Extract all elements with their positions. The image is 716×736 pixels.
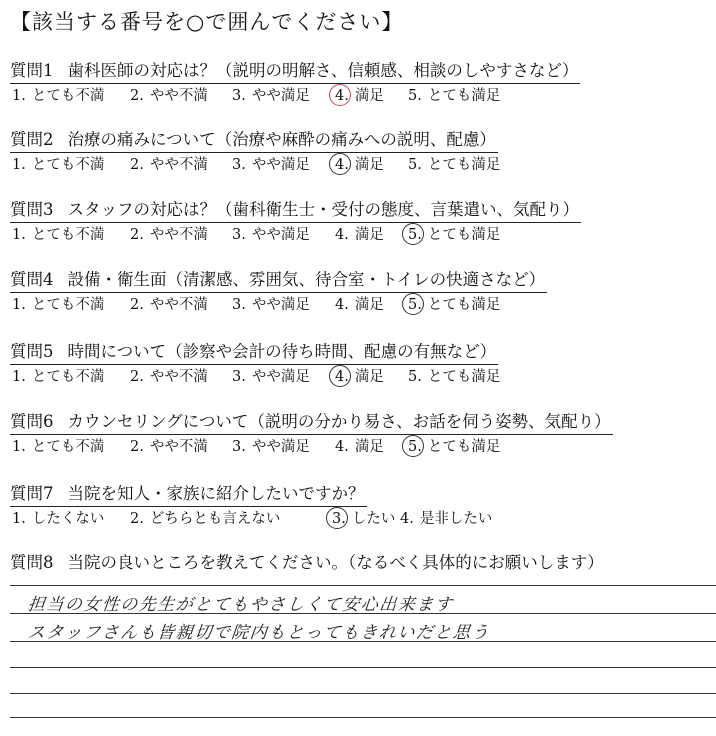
option-number: 2. [130, 157, 144, 173]
option-label: どちらとも言えない [149, 511, 281, 527]
answer-rule [10, 613, 716, 614]
option-label: とても不満 [31, 157, 105, 173]
option-4[interactable] [335, 155, 384, 175]
answer-rule [10, 585, 716, 586]
option-label: とても不満 [31, 369, 105, 385]
option-5[interactable] [408, 437, 500, 457]
option-number: 3. [232, 439, 246, 455]
option-number: 1. [12, 439, 26, 455]
option-2[interactable] [130, 155, 208, 175]
option-number: 5. [408, 369, 422, 385]
question-6-header [10, 411, 613, 435]
options-row [10, 437, 710, 457]
answer-line-2: スタッフさんも皆親切で院内もとってもきれいだと思う [26, 623, 491, 643]
option-4[interactable] [335, 86, 384, 106]
option-number: 5. [408, 88, 422, 104]
option-number: 3. [332, 511, 346, 527]
question-6 [10, 411, 710, 457]
options-row [10, 509, 710, 529]
option-number: 3. [232, 88, 246, 104]
option-label: したい [351, 511, 396, 527]
option-5[interactable] [408, 225, 500, 245]
option-3[interactable] [232, 155, 310, 175]
question-4 [10, 269, 710, 315]
option-2[interactable] [130, 225, 208, 245]
option-label: とても満足 [427, 439, 501, 455]
option-2[interactable] [130, 367, 208, 387]
question-3 [10, 199, 710, 245]
option-label: とても満足 [427, 157, 501, 173]
question-number: 質問7 [10, 484, 54, 503]
option-label: やや満足 [251, 88, 310, 104]
option-label: したくない [31, 511, 105, 527]
option-number: 4. [335, 88, 349, 104]
option-4[interactable] [335, 225, 384, 245]
options-row [10, 225, 710, 245]
option-number: 3. [232, 227, 246, 243]
question-text: 当院の良いところを教えてください。（なるべく具体的にお願いします） [67, 553, 604, 572]
option-label: 満足 [354, 227, 384, 243]
option-label: やや不満 [149, 88, 208, 104]
option-label: 満足 [354, 439, 384, 455]
option-number: 4. [335, 297, 349, 313]
option-2[interactable] [130, 437, 208, 457]
option-label: 満足 [354, 88, 384, 104]
question-number: 質問5 [10, 342, 54, 361]
selected-circle [402, 293, 424, 315]
option-label: とても満足 [427, 88, 501, 104]
option-number: 4. [400, 511, 414, 527]
option-1[interactable] [12, 509, 104, 529]
option-label: とても不満 [31, 439, 105, 455]
option-number: 3. [232, 297, 246, 313]
question-2 [10, 129, 710, 175]
option-label: やや満足 [251, 157, 310, 173]
option-number: 2. [130, 227, 144, 243]
question-7 [10, 483, 710, 529]
option-number: 1. [12, 297, 26, 313]
option-number: 2. [130, 369, 144, 385]
option-5[interactable] [408, 367, 500, 387]
page-title: 【該当する番号を○で囲んでください】 [10, 10, 404, 34]
option-3[interactable] [232, 367, 310, 387]
option-5[interactable] [408, 155, 500, 175]
question-number: 質問6 [10, 412, 54, 431]
option-number: 3. [232, 369, 246, 385]
question-text: 当院を知人・家族に紹介したいですか？ [67, 484, 365, 503]
option-5[interactable] [408, 295, 500, 315]
option-number: 1. [12, 88, 26, 104]
question-8-header [10, 552, 606, 575]
option-number: 2. [130, 297, 144, 313]
option-4[interactable] [400, 509, 492, 529]
option-number: 4. [335, 227, 349, 243]
answer-line-1: 担当の女性の先生がとてもやさしくて安心出来ます [26, 595, 455, 615]
option-4[interactable] [335, 295, 384, 315]
answer-rule [10, 693, 716, 694]
option-number: 5. [408, 297, 422, 313]
selected-circle [326, 507, 348, 529]
option-3[interactable] [232, 225, 310, 245]
options-row [10, 295, 710, 315]
question-text: スタッフの対応は？（歯科衛生士・受付の態度、言葉遣い、気配り） [67, 200, 579, 219]
option-label: やや満足 [251, 227, 310, 243]
question-1 [10, 60, 710, 106]
option-number: 5. [408, 157, 422, 173]
answer-rule [10, 717, 716, 718]
option-number: 5. [408, 439, 422, 455]
option-1[interactable] [12, 295, 104, 315]
answer-rule [10, 641, 716, 642]
question-4-header [10, 269, 547, 293]
option-2[interactable] [130, 86, 208, 106]
option-3[interactable] [232, 86, 310, 106]
option-4[interactable] [335, 367, 384, 387]
option-1[interactable] [12, 437, 104, 457]
question-2-header [10, 129, 498, 153]
question-text: 歯科医師の対応は？（説明の明解さ、信頼感、相談のしやすさなど） [67, 61, 579, 80]
option-number: 1. [12, 511, 26, 527]
answer-rule [10, 667, 716, 668]
question-5-header [10, 341, 498, 365]
option-2[interactable] [130, 295, 208, 315]
option-label: やや満足 [251, 369, 310, 385]
option-number: 5. [408, 227, 422, 243]
option-label: とても不満 [31, 88, 105, 104]
option-label: 満足 [354, 297, 384, 313]
question-1-header [10, 60, 580, 84]
option-label: やや不満 [149, 369, 208, 385]
option-number: 2. [130, 511, 144, 527]
question-8 [10, 552, 710, 575]
question-7-header [10, 483, 367, 507]
option-number: 4. [335, 439, 349, 455]
option-5[interactable] [408, 86, 500, 106]
option-number: 1. [12, 369, 26, 385]
options-row [10, 86, 710, 106]
option-number: 4. [335, 369, 349, 385]
question-text: カウンセリングについて（説明の分かり易さ、お話を伺う姿勢、気配り） [67, 412, 611, 431]
option-1[interactable] [12, 225, 104, 245]
question-number: 質問3 [10, 200, 54, 219]
question-number: 質問1 [10, 61, 54, 80]
option-label: やや満足 [251, 439, 310, 455]
option-1[interactable] [12, 367, 104, 387]
option-number: 4. [335, 157, 349, 173]
option-number: 1. [12, 227, 26, 243]
option-label: やや満足 [251, 297, 310, 313]
question-3-header [10, 199, 581, 223]
option-label: やや不満 [149, 157, 208, 173]
option-1[interactable] [12, 86, 104, 106]
option-3[interactable] [332, 509, 395, 529]
option-3[interactable] [232, 295, 310, 315]
option-label: とても不満 [31, 297, 105, 313]
selected-circle [402, 435, 424, 457]
question-text: 時間について（診察や会計の待ち時間、配慮の有無など） [67, 342, 497, 361]
option-label: とても満足 [427, 227, 501, 243]
question-number: 質問2 [10, 130, 54, 149]
option-label: 満足 [354, 157, 384, 173]
option-number: 3. [232, 157, 246, 173]
option-label: やや不満 [149, 439, 208, 455]
option-label: 是非したい [419, 511, 493, 527]
selected-circle [329, 365, 351, 387]
option-label: やや不満 [149, 227, 208, 243]
option-4[interactable] [335, 437, 384, 457]
selected-circle [329, 153, 351, 175]
question-number: 質問8 [10, 553, 54, 572]
options-row [10, 155, 710, 175]
option-number: 2. [130, 88, 144, 104]
question-number: 質問4 [10, 270, 54, 289]
selected-circle [402, 223, 424, 245]
question-5 [10, 341, 710, 387]
option-label: やや不満 [149, 297, 208, 313]
option-3[interactable] [232, 437, 310, 457]
option-label: とても満足 [427, 369, 501, 385]
option-1[interactable] [12, 155, 104, 175]
option-label: 満足 [354, 369, 384, 385]
option-number: 1. [12, 157, 26, 173]
option-label: とても満足 [427, 297, 501, 313]
option-2[interactable] [130, 509, 280, 529]
selected-circle [329, 84, 351, 106]
option-label: とても不満 [31, 227, 105, 243]
option-number: 2. [130, 439, 144, 455]
question-text: 治療の痛みについて（治療や麻酔の痛みへの説明、配慮） [67, 130, 496, 149]
options-row [10, 367, 710, 387]
question-text: 設備・衛生面（清潔感、雰囲気、待合室・トイレの快適さなど） [67, 270, 546, 289]
